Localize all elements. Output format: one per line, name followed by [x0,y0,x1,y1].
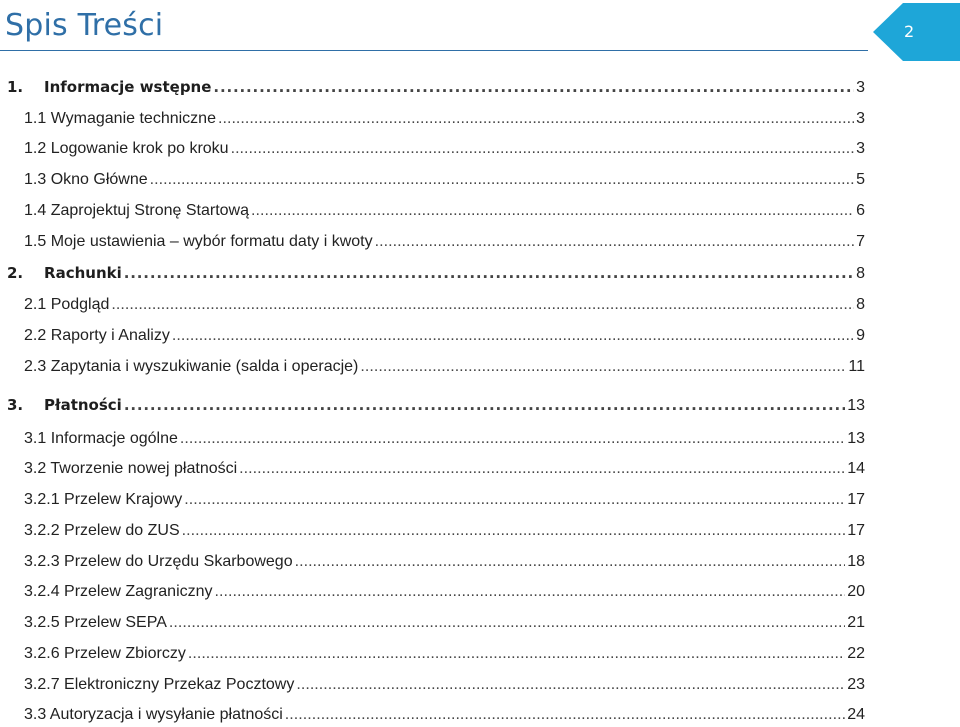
toc-entry-label: 3.2.6 Przelew Zbiorczy [24,645,186,662]
toc-entry-page: 17 [847,491,865,508]
toc-leader-dots [251,199,854,223]
toc-entry[interactable] [24,355,865,379]
toc-entry-label: 3.3 Autoryzacja i wysyłanie płatności [24,706,283,723]
toc-entry-page: 8 [856,296,865,313]
toc-entry[interactable] [24,673,865,697]
toc-entry[interactable] [24,703,865,727]
toc-leader-dots [231,137,855,161]
toc-entry[interactable] [24,519,865,543]
toc-entry[interactable] [24,580,865,604]
toc-entry-page: 8 [856,265,865,282]
toc-entry[interactable] [24,611,865,635]
toc-entry[interactable] [24,488,865,512]
toc-entry-page: 13 [847,430,865,447]
toc-entry-page: 17 [847,522,865,539]
toc-leader-dots [296,673,845,697]
toc-leader-dots [239,457,845,481]
toc-entry-label: 1.3 Okno Główne [24,171,148,188]
page-number: 2 [904,22,915,41]
toc-entry-page: 6 [856,202,865,219]
toc-entry-label: 3.2.3 Przelew do Urzędu Skarbowego [24,553,293,570]
toc-leader-dots [172,324,854,348]
toc-leader-dots [111,293,854,317]
toc-entry-label: 2.2 Raporty i Analizy [24,327,170,344]
toc-entry-page: 11 [848,358,865,375]
toc-leader-dots [188,642,845,666]
toc-leader-dots [124,393,845,417]
toc-entry[interactable] [24,230,865,254]
page-title: Spis Treści [5,8,164,43]
toc-entry-page: 14 [847,460,865,477]
toc-entry-label: 3.1 Informacje ogólne [24,430,178,447]
toc-leader-dots [184,488,845,512]
toc-entry-page: 21 [847,614,865,631]
toc-entry[interactable] [24,427,865,451]
toc-entry[interactable] [24,550,865,574]
toc-entry-label: 3.2.7 Elektroniczny Przekaz Pocztowy [24,676,295,693]
toc-entry[interactable] [7,393,865,417]
toc-entry-label: 2.1 Podgląd [24,296,110,313]
toc-entry-label: 3.2.5 Przelew SEPA [24,614,167,631]
toc-entry[interactable] [24,324,865,348]
toc-leader-dots [213,75,854,99]
toc-leader-dots [169,611,845,635]
toc-entry[interactable] [7,75,865,99]
toc-entry-page: 7 [856,233,865,250]
toc-leader-dots [215,580,846,604]
toc-entry-label: 1.4 Zaprojektuj Stronę Startową [24,202,250,219]
toc-entry-page: 24 [847,706,865,723]
toc-leader-dots [285,703,845,727]
toc-entry-label: 3.2.4 Przelew Zagraniczny [24,583,213,600]
toc-entry-page: 20 [847,583,865,600]
toc-entry-label: 2. Rachunki [7,264,122,282]
toc-entry-page: 5 [856,171,865,188]
toc-entry-label: 1. Informacje wstępne [7,78,212,96]
toc-entry[interactable] [24,137,865,161]
toc-leader-dots [295,550,846,574]
toc-entry-page: 13 [847,397,865,414]
toc-entry-page: 22 [847,645,865,662]
toc-entry[interactable] [24,457,865,481]
toc-leader-dots [218,107,854,131]
toc-entry-label: 1.1 Wymaganie techniczne [24,110,216,127]
toc-entry-label: 3. Płatności [7,396,122,414]
toc-entry-label: 2.3 Zapytania i wyszukiwanie (salda i operacje) [24,358,359,375]
toc-entry-page: 3 [856,79,865,96]
toc-leader-dots [182,519,846,543]
toc-entry-page: 3 [856,110,865,127]
toc-entry-page: 23 [847,676,865,693]
toc-entry[interactable] [24,293,865,317]
toc-leader-dots [360,355,846,379]
toc-entry-label: 1.5 Moje ustawienia – wybór formatu daty i kwoty [24,233,373,250]
toc-entry-page: 18 [847,553,865,570]
toc-leader-dots [150,168,854,192]
toc-entry[interactable] [24,107,865,131]
toc-entry-label: 3.2.2 Przelew do ZUS [24,522,180,539]
toc-entry-page: 3 [856,140,865,157]
toc-leader-dots [375,230,854,254]
toc-entry[interactable] [24,642,865,666]
toc-entry-label: 1.2 Logowanie krok po kroku [24,140,229,157]
toc-entry-label: 3.2.1 Przelew Krajowy [24,491,183,508]
toc-leader-dots [180,427,845,451]
toc-entry[interactable] [7,261,865,285]
toc-leader-dots [124,261,854,285]
toc-entry[interactable] [24,168,865,192]
toc-entry-page: 9 [856,327,865,344]
toc-entry[interactable] [24,199,865,223]
toc-entry-label: 3.2 Tworzenie nowej płatności [24,460,238,477]
